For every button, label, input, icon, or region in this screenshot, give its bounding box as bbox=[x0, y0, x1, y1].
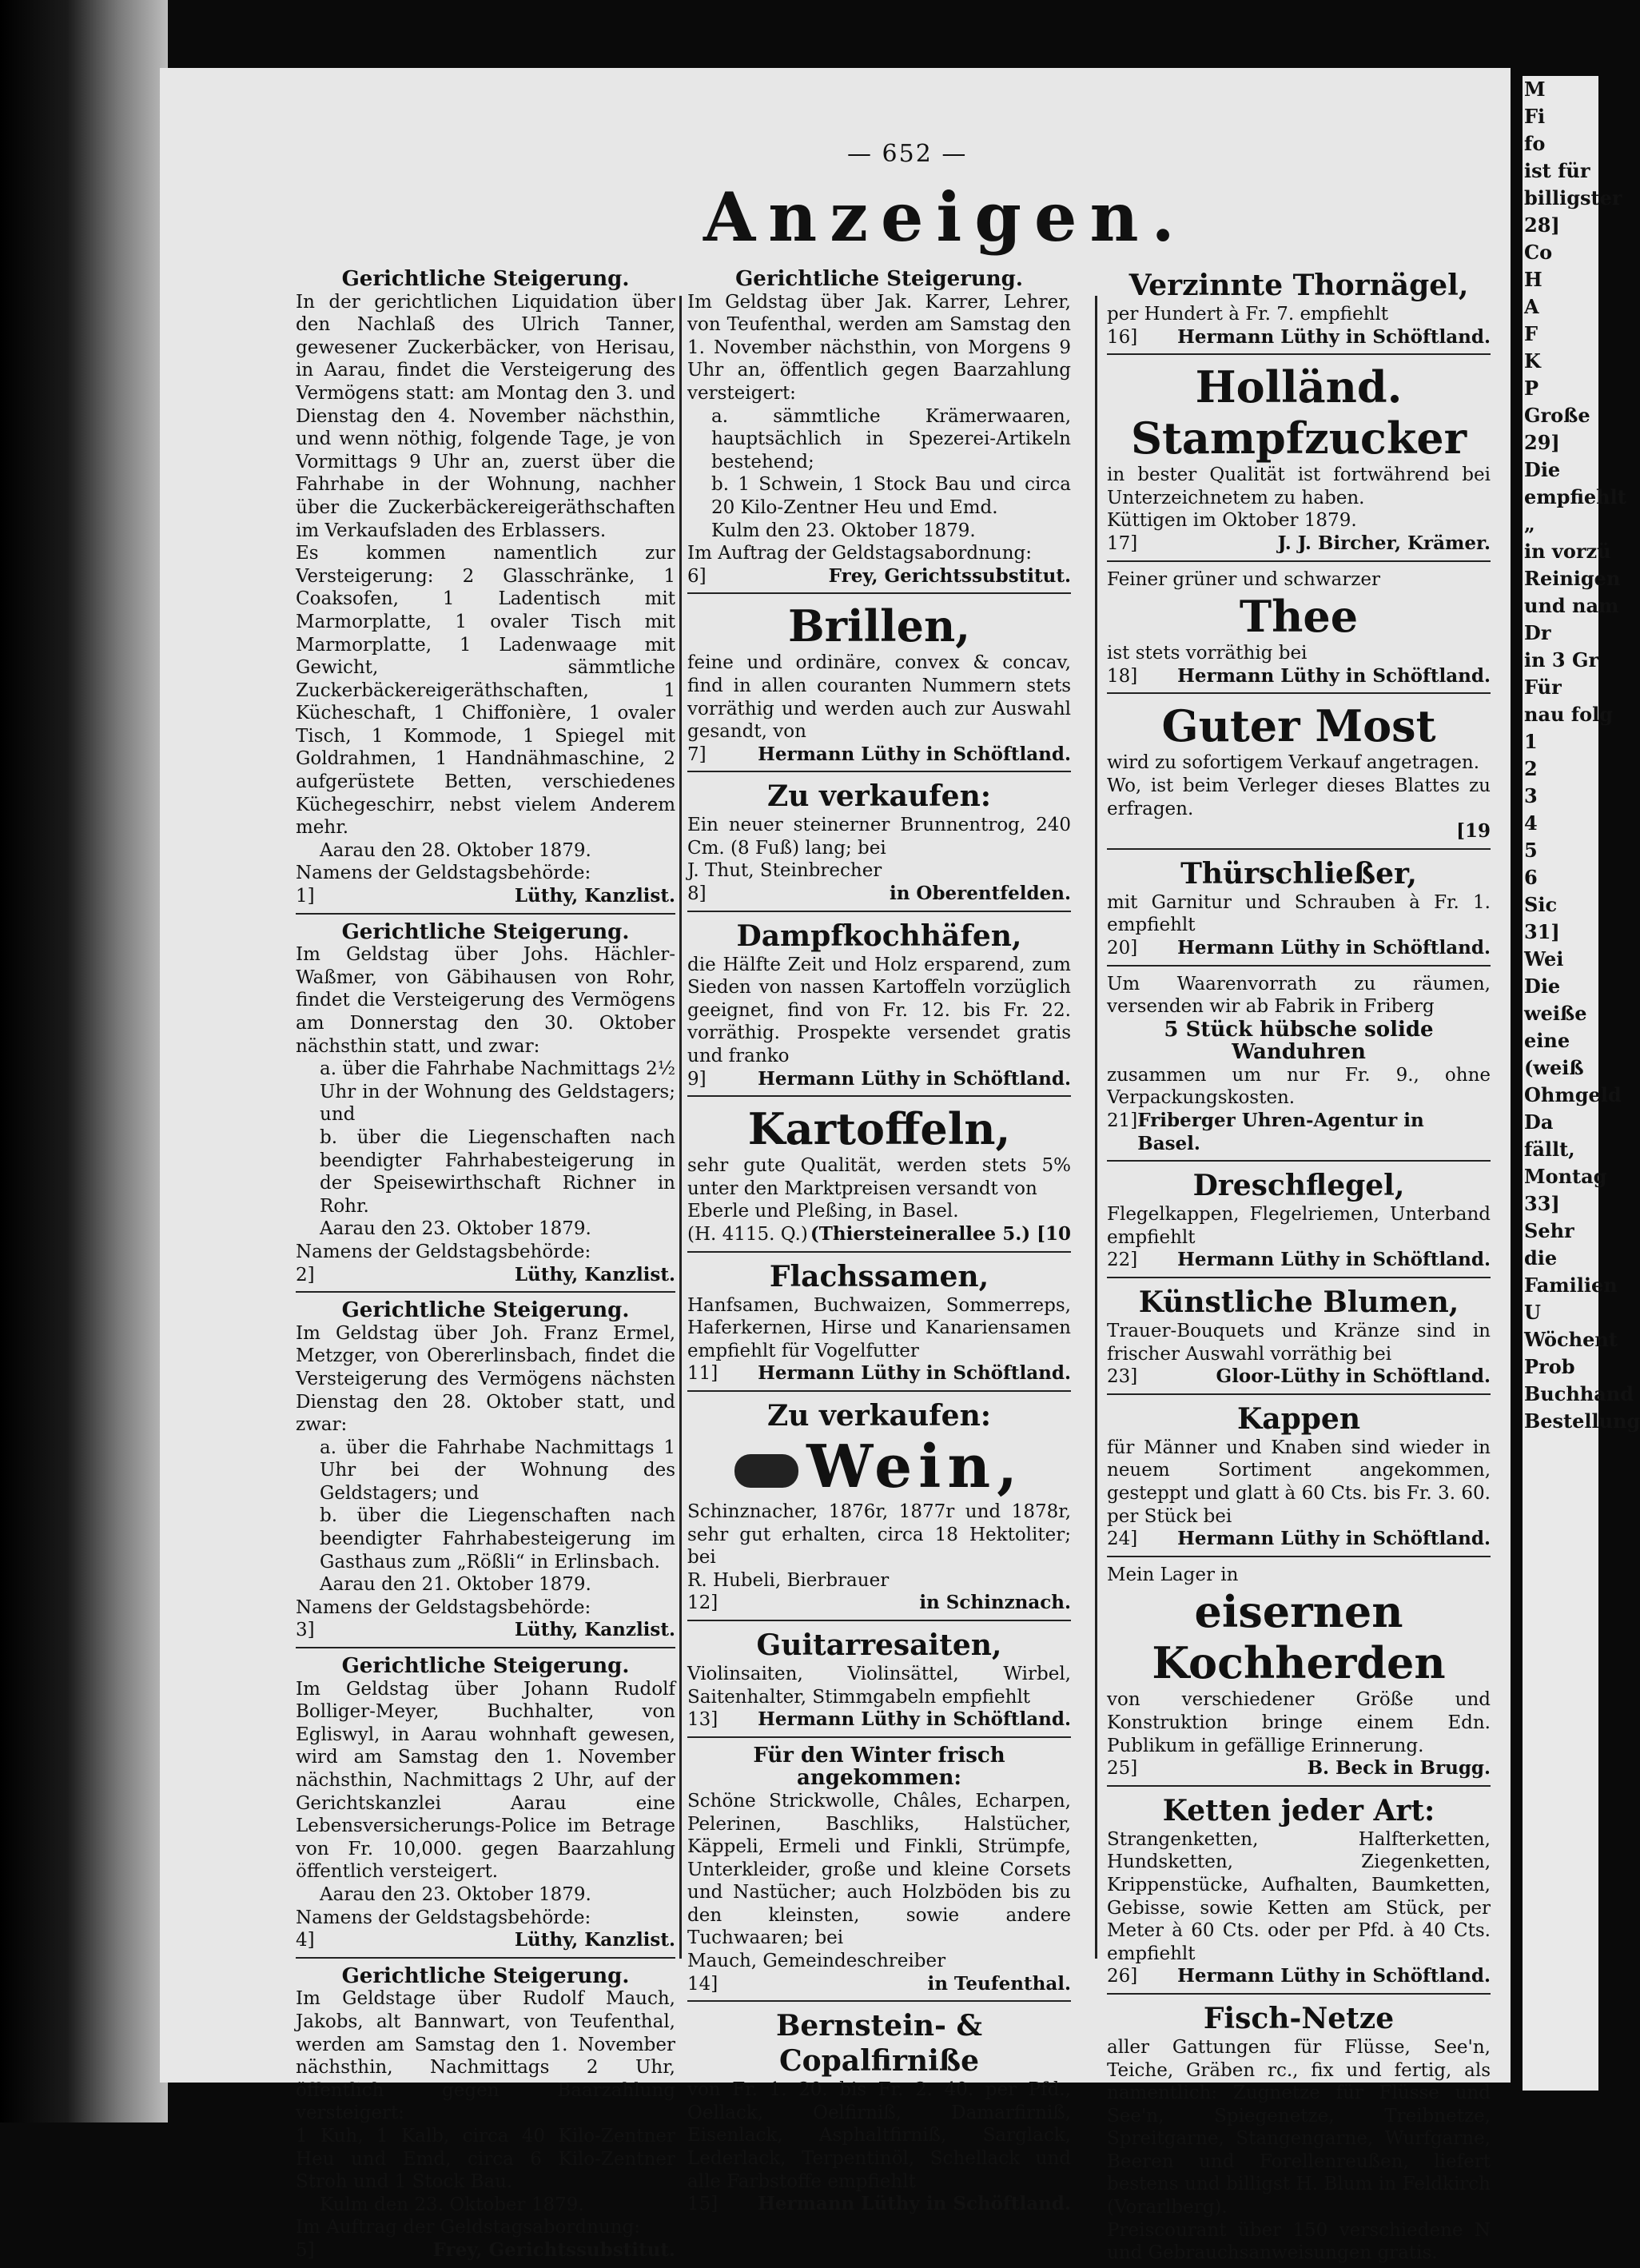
adjacent-page-fragment: Co bbox=[1524, 241, 1553, 264]
adjacent-page-fragment: Buchhand bbox=[1524, 1382, 1634, 1405]
ad-divider bbox=[687, 1095, 1071, 1097]
ad-number: 26] bbox=[1107, 1966, 1138, 1987]
ad-footer bbox=[1107, 1110, 1491, 1155]
ad-number: 2] bbox=[296, 1264, 315, 1285]
adjacent-page-fragment: K bbox=[1524, 349, 1541, 373]
ad-text: Wo, ist beim Verleger dieses Blattes zu erfragen. bbox=[1107, 775, 1491, 819]
adjacent-page-fragment: und nam bbox=[1524, 594, 1619, 617]
ad-text: mit Garnitur und Schrauben à Fr. 1. empfiehlt bbox=[1107, 891, 1491, 936]
page-title: Anzeigen. bbox=[703, 177, 1188, 257]
ad-signature: Hermann Lüthy in Schöftland. bbox=[758, 1708, 1071, 1731]
ad-signature-line: Eberle und Pleßing, in Basel. bbox=[687, 1201, 959, 1222]
ad-number: 6] bbox=[687, 565, 707, 587]
ad-signature: Hermann Lüthy in Schöftland. bbox=[758, 2193, 1071, 2215]
ad-signature: Hermann Lüthy in Schöftland. bbox=[1177, 1528, 1491, 1550]
ad-signature-line: Im Auftrag der Geldstagsabordnung: bbox=[296, 2217, 641, 2238]
advertisement bbox=[687, 919, 1071, 1091]
ad-text: Ein neuer steinerner Brunnentrog, 240 Cm. (8 Fuß) lang; bei bbox=[687, 815, 1071, 859]
adjacent-page-fragment: Sic bbox=[1524, 893, 1558, 916]
ad-signature: J. J. Bircher, Krämer. bbox=[1277, 532, 1491, 554]
page-number: — 652 — bbox=[847, 140, 968, 168]
adjacent-page-fragment: 29] bbox=[1524, 431, 1560, 454]
adjacent-page-fragment: empfiehlt bbox=[1524, 485, 1626, 508]
adjacent-page-fragment: eine bbox=[1524, 1029, 1570, 1052]
advertisement bbox=[1107, 1564, 1491, 1780]
adjacent-page-fragment: (weiß bbox=[1524, 1056, 1584, 1079]
barrel-icon bbox=[734, 1454, 798, 1488]
ad-heading: Holländ. Stampfzucker bbox=[1130, 361, 1467, 464]
ad-text: die Hälfte Zeit und Holz ersparend, zum Sieden von nassen Kartoffeln vorzüglich geeignet, find von Fr. 12. bis Fr. 22. vorräthig. Prospekte versendet gratis und franko bbox=[687, 954, 1071, 1067]
ad-number: 16] bbox=[1107, 326, 1138, 348]
adjacent-page-fragment: Die bbox=[1524, 458, 1561, 481]
adjacent-page-fragment: Fi bbox=[1524, 105, 1546, 128]
ad-number: 22] bbox=[1107, 1250, 1138, 1271]
ad-text: wird zu sofortigem Verkauf angetragen. bbox=[1107, 752, 1480, 774]
advertisement bbox=[1107, 568, 1491, 688]
adjacent-page-fragment: 31] bbox=[1524, 920, 1560, 943]
ad-divider bbox=[687, 592, 1071, 594]
adjacent-page-fragment: 5 bbox=[1524, 839, 1538, 862]
adjacent-page-fragment: 4 bbox=[1524, 811, 1538, 835]
column-separator bbox=[1095, 296, 1097, 1959]
adjacent-page-fragment: H bbox=[1524, 268, 1542, 291]
ad-text: per Hundert à Fr. 7. empfiehlt bbox=[1107, 304, 1389, 325]
ad-number: 15] bbox=[687, 2194, 718, 2215]
ad-text: von Fr. 1. 20. bis Fr. 2. 40. per Pfd., Oellack, Oelfirniß, Damarfirniß, Eisenlack, Asphaltfirniß, Sarglack, Lederlack, Terpentinöl, Schellack und alle Farbstoffe empfiehlt bbox=[687, 2079, 1071, 2192]
adjacent-page-fragment: 28] bbox=[1524, 213, 1560, 237]
ad-heading: eisernen Kochherden bbox=[1152, 1586, 1446, 1689]
ad-divider bbox=[1107, 965, 1491, 967]
ad-text: Hanfsamen, Buchwaizen, Sommerreps, Haferkernen, Hirse und Kanariensamen empfiehlt für Vogelfutter bbox=[687, 1294, 1071, 1361]
adjacent-page-fragment: Dr bbox=[1524, 621, 1551, 644]
ad-heading: Dreschflegel, bbox=[1192, 1169, 1405, 1203]
adjacent-page-fragment: F bbox=[1524, 322, 1538, 345]
ad-date: Aarau den 23. Oktober 1879. bbox=[320, 1883, 591, 1905]
ad-heading: Gerichtliche Steigerung. bbox=[341, 919, 630, 944]
ad-signature: Hermann Lüthy in Schöftland. bbox=[758, 1067, 1071, 1090]
advertisement bbox=[1107, 1285, 1491, 1389]
ad-preheading: Mein Lager in bbox=[1107, 1564, 1239, 1585]
ad-signature: in Schinznach. bbox=[919, 1592, 1071, 1614]
adjacent-page-fragment: Montag bbox=[1524, 1165, 1607, 1188]
ad-number: 3] bbox=[296, 1620, 315, 1641]
ad-signature: Lüthy, Kanzlist. bbox=[514, 1929, 675, 1951]
ad-date: Kulm den 23. Oktober 1879. bbox=[711, 520, 976, 541]
ad-text: 1 Kuh, 1 Kalb, circa 40 Kilo-Zentner Heu und Emd, circa 6 Kilo-Zentner Stroh und 1 Stock Bau. bbox=[296, 2125, 675, 2193]
adjacent-page-fragment: in 3 Gr bbox=[1524, 648, 1599, 672]
ad-number: 12] bbox=[687, 1592, 718, 1614]
adjacent-page-fragment: Bestellung bbox=[1524, 1409, 1640, 1433]
advertisement bbox=[296, 1655, 675, 1952]
ad-number: 11] bbox=[687, 1363, 718, 1385]
adjacent-page-fragment: 33] bbox=[1524, 1192, 1560, 1215]
ad-heading: Brillen, bbox=[787, 600, 971, 652]
adjacent-page-fragment: nau folg bbox=[1524, 703, 1614, 726]
ad-footer bbox=[296, 885, 675, 908]
column-separator bbox=[679, 296, 682, 1959]
ad-big-heading-text: Wein, bbox=[806, 1432, 1024, 1501]
ad-signature: [19 bbox=[1456, 820, 1491, 843]
advertisement bbox=[1107, 700, 1491, 843]
ad-footer bbox=[687, 1708, 1071, 1732]
ad-divider bbox=[687, 771, 1071, 772]
ad-signature: Hermann Lüthy in Schöftland. bbox=[1177, 1965, 1491, 1987]
ad-heading: Fisch-Netze bbox=[1203, 2001, 1395, 2035]
adjacent-page-fragment: 3 bbox=[1524, 784, 1538, 807]
ad-text: a. über die Fahrhabe Nachmittags 2½ Uhr in der Wohnung des Geldstagers; und bbox=[320, 1058, 675, 1126]
adjacent-page-fragment: Für bbox=[1524, 676, 1562, 699]
adjacent-page-fragment: Die bbox=[1524, 975, 1561, 998]
ad-heading: Kartoffeln, bbox=[747, 1103, 1011, 1155]
ad-number: 24] bbox=[1107, 1529, 1138, 1550]
ad-divider bbox=[687, 1390, 1071, 1392]
advertisement bbox=[1107, 2001, 1491, 2265]
ad-divider bbox=[687, 1620, 1071, 1621]
ad-footer bbox=[296, 2239, 675, 2262]
ad-signature: Lüthy, Kanzlist. bbox=[514, 1263, 675, 1285]
ad-heading: Thürschließer, bbox=[1180, 856, 1417, 891]
ad-text: von verschiedener Größe und Konstruktion bringe einem Edn. Publikum in gefällige Erinnerung. bbox=[1107, 1689, 1491, 1756]
ad-number: 18] bbox=[1107, 665, 1138, 687]
ad-signature-line: Namens der Geldstagsbehörde: bbox=[296, 863, 591, 884]
ad-footer bbox=[1107, 1528, 1491, 1551]
ad-divider bbox=[687, 911, 1071, 912]
adjacent-page-fragment: Familien bbox=[1524, 1274, 1618, 1297]
advertisement bbox=[296, 921, 675, 1287]
ad-heading: Guitarresaiten, bbox=[756, 1628, 1002, 1662]
ad-text: b. über die Liegenschaften nach beendigter Fahrhabesteigerung in der Speisewirthschaft Richner in Rohr. bbox=[320, 1126, 675, 1217]
ad-preheading: Um Waarenvorrath zu räumen, versenden wir ab Fabrik in Friberg bbox=[1107, 973, 1491, 1018]
ad-signature: (Thiersteinerallee 5.) [10 bbox=[810, 1223, 1071, 1245]
ad-text: Im Geldstag über Joh. Franz Ermel, Metzger, von Obererlinsbach, findet die Versteigerung des Vermögens nächsten Dienstag den 28. Oktober statt, und zwar: bbox=[296, 1322, 675, 1436]
advertisement bbox=[687, 1744, 1071, 1996]
ad-signature: Lüthy, Kanzlist. bbox=[514, 885, 675, 907]
ad-signature: B. Beck in Brugg. bbox=[1307, 1757, 1491, 1780]
ad-signature: Lüthy, Kanzlist. bbox=[514, 1619, 675, 1641]
ad-heading: Zu verkaufen: bbox=[766, 779, 992, 814]
ad-preheading: Feiner grüner und schwarzer bbox=[1107, 568, 1380, 590]
ad-divider bbox=[296, 1291, 675, 1293]
ad-heading: Gerichtliche Steigerung. bbox=[341, 1298, 630, 1323]
ad-text: in bester Qualität ist fortwährend bei Unterzeichnetem zu haben. bbox=[1107, 464, 1491, 508]
ad-signature-line: Im Auftrag der Geldstagsabordnung: bbox=[687, 543, 1033, 564]
ad-heading: Gerichtliche Steigerung. bbox=[341, 1654, 630, 1679]
advertisement bbox=[1107, 361, 1491, 555]
adjacent-page-fragment: fo bbox=[1524, 132, 1546, 155]
ad-signature: Hermann Lüthy in Schöftland. bbox=[1177, 664, 1491, 687]
ad-divider bbox=[1107, 1393, 1491, 1395]
ad-divider bbox=[1107, 1160, 1491, 1162]
adjacent-page-fragment: Wöchent bbox=[1524, 1328, 1618, 1351]
ad-number: 25] bbox=[1107, 1758, 1138, 1780]
adjacent-page-fragment: „ bbox=[1524, 512, 1535, 536]
ad-number: 14] bbox=[687, 1973, 718, 1995]
ad-signature-line: Namens der Geldstagsbehörde: bbox=[296, 1241, 591, 1262]
advertisement bbox=[1107, 856, 1491, 960]
ad-signature: in Oberentfelden. bbox=[889, 883, 1071, 905]
column-2 bbox=[687, 268, 1071, 2219]
ad-divider bbox=[1107, 1556, 1491, 1557]
ad-signature: Gloor-Lüthy in Schöftland. bbox=[1216, 1365, 1491, 1388]
ad-footer bbox=[687, 2193, 1071, 2216]
ad-footer bbox=[1107, 937, 1491, 960]
ad-divider bbox=[1107, 353, 1491, 355]
ad-footer bbox=[687, 1068, 1071, 1091]
ad-text: für Männer und Knaben sind wieder in neuem Sortiment angekommen, gesteppt und glatt à 60 Cts. bis Fr. 3. 60. per Stück bei bbox=[1107, 1437, 1491, 1527]
ad-number: 7] bbox=[687, 743, 707, 765]
adjacent-page-fragment: billigster bbox=[1524, 186, 1622, 209]
adjacent-page-fragment: 1 bbox=[1524, 730, 1538, 753]
ad-divider bbox=[1107, 1993, 1491, 1995]
advertisement bbox=[1107, 268, 1491, 349]
ad-text: sehr gute Qualität, werden stets 5% unter den Marktpreisen versandt von bbox=[687, 1155, 1071, 1199]
ad-footer bbox=[1107, 820, 1491, 843]
ad-divider bbox=[296, 913, 675, 915]
ad-text: Es kommen namentlich zur Versteigerung: 2 Glasschränke, 1 Coaksofen, 1 Ladentisch mit Marmorplatte, 1 ovaler Tisch mit Marmorplatte, 1 Ladenwaage mit Gewicht, sämmtliche Zuckerbäckereigeräthschaften, 1 Kücheschaft, 1 Chiffonière, 1 ovaler Tisch, 1 Kommode, 1 Spiegel mit Goldrahmen, 1 Handnähmaschine, 2 aufgerüstete Betten, verschiedenes Küchegeschirr, nebst vielem Anderem mehr. bbox=[296, 543, 675, 839]
ad-text: aller Gattungen für Flüsse, See'n, Teiche, Gräben rc., fix und fertig, als namentlich: Zugnetze für Flüsse und See'n, Spiegenetze, Treibnetze, Spreitgarne, Stangengarne, Wurfgarne, Beeren und Forellenreußen, liefert bestens und billigst H. Blum in Feldkirch (Vorarlberg). bbox=[1107, 2036, 1491, 2218]
ad-date: Aarau den 28. Oktober 1879. bbox=[320, 839, 591, 861]
advertisement bbox=[687, 268, 1071, 588]
ad-signature: Hermann Lüthy in Schöftland. bbox=[1177, 325, 1491, 348]
ad-number: 23] bbox=[1107, 1366, 1138, 1388]
advertisement bbox=[687, 600, 1071, 766]
ad-signature-line: Mauch, Gemeindeschreiber bbox=[687, 1951, 946, 1972]
ad-signature: Hermann Lüthy in Schöftland. bbox=[758, 1362, 1071, 1385]
adjacent-page-fragment: die bbox=[1524, 1246, 1558, 1270]
ad-signature: Hermann Lüthy in Schöftland. bbox=[1177, 1249, 1491, 1271]
ad-footer bbox=[687, 1592, 1071, 1615]
ad-number: 21] bbox=[1107, 1110, 1138, 1132]
ad-footer bbox=[1107, 665, 1491, 688]
ad-heading: Verzinnte Thornägel, bbox=[1128, 269, 1469, 302]
ad-signature-line: Namens der Geldstagsbehörde: bbox=[296, 1596, 591, 1618]
adjacent-page-fragment: 2 bbox=[1524, 757, 1538, 780]
adjacent-page-fragment: 6 bbox=[1524, 866, 1538, 889]
adjacent-page-fragment: Da bbox=[1524, 1110, 1554, 1134]
advertisement bbox=[1107, 1168, 1491, 1272]
ad-date: Aarau den 23. Oktober 1879. bbox=[320, 1218, 591, 1240]
ad-text: feine und ordinäre, convex & concav, find in allen couranten Nummern stets vorräthig und werden auch zur Auswahl gesandt, von bbox=[687, 652, 1071, 743]
ad-number: 8] bbox=[687, 883, 707, 905]
ad-heading: Gerichtliche Steigerung. bbox=[341, 1963, 630, 1988]
ad-number: (H. 4115. Q.) bbox=[687, 1224, 808, 1245]
ad-heading: Bernstein- & Copalfirniße bbox=[775, 2009, 983, 2079]
ad-signature: Frey, Gerichtssubstitut. bbox=[432, 2238, 675, 2261]
ad-text: Trauer-Bouquets und Kränze sind in frischer Auswahl vorräthig bei bbox=[1107, 1321, 1491, 1365]
ad-signature: Frey, Gerichtssubstitut. bbox=[828, 564, 1071, 587]
ad-text: Preiscourant über 150 verschiedene N und Gebrauchsanweisungen gratis. bbox=[1107, 2219, 1491, 2264]
adjacent-page-fragment: Prob bbox=[1524, 1355, 1575, 1378]
ad-number: 1] bbox=[296, 886, 315, 907]
adjacent-page-fragment: M bbox=[1524, 78, 1546, 101]
ad-heading: Für den Winter frisch angekommen: bbox=[753, 1743, 1005, 1791]
ad-signature: Hermann Lüthy in Schöftland. bbox=[758, 743, 1071, 765]
ad-text: Schinznacher, 1876r, 1877r und 1878r, sehr gut erhalten, circa 18 Hektoliter; bei bbox=[687, 1501, 1071, 1568]
adjacent-page-fragment: U bbox=[1524, 1301, 1541, 1324]
adjacent-page-fragment: Ohmgeld bbox=[1524, 1083, 1622, 1106]
ad-heading: Guter Most bbox=[1161, 700, 1436, 752]
ad-text: Im Geldstag über Jak. Karrer, Lehrer, von Teufenthal, werden am Samstag den 1. November nächsthin, von Morgens 9 Uhr an, öffentlich gegen Baarzahlung versteigert: bbox=[687, 291, 1071, 404]
advertisement bbox=[296, 268, 675, 908]
ad-number: 20] bbox=[1107, 937, 1138, 959]
adjacent-page-fragment: P bbox=[1524, 377, 1539, 400]
ad-footer bbox=[1107, 1965, 1491, 1988]
adjacent-page-fragment: in vorzü bbox=[1524, 540, 1611, 563]
column-1 bbox=[296, 268, 675, 2265]
ad-text: a. sämmtliche Krämerwaaren, hauptsächlich in Spezerei-Artikeln bestehend; bbox=[711, 405, 1071, 472]
ad-footer bbox=[687, 565, 1071, 588]
ad-heading: Gerichtliche Steigerung. bbox=[341, 267, 630, 291]
advertisement bbox=[687, 1259, 1071, 1385]
advertisement bbox=[687, 1103, 1071, 1246]
column-3 bbox=[1107, 268, 1491, 2268]
ad-footer bbox=[687, 1362, 1071, 1385]
ad-heading: 5 Stück hübsche solide Wanduhren bbox=[1164, 1017, 1434, 1065]
adjacent-page-fragment: Sehr bbox=[1524, 1219, 1574, 1242]
ad-divider bbox=[296, 1957, 675, 1959]
ad-footer bbox=[296, 1619, 675, 1642]
ad-footer bbox=[1107, 1365, 1491, 1389]
ad-divider bbox=[1107, 1277, 1491, 1278]
ad-divider bbox=[687, 2000, 1071, 2002]
ad-text: Flegelkappen, Flegelriemen, Unterband empfiehlt bbox=[1107, 1204, 1491, 1248]
ad-footer bbox=[1107, 532, 1491, 556]
ad-heading: Gerichtliche Steigerung. bbox=[735, 267, 1023, 291]
advertisement bbox=[296, 1965, 675, 2262]
ad-text: a. über die Fahrhabe Nachmittags 1 Uhr bei der Wohnung des Geldstagers; und bbox=[320, 1437, 675, 1504]
ad-signature-line: R. Hubeli, Bierbrauer bbox=[687, 1569, 890, 1591]
ad-divider bbox=[1107, 692, 1491, 694]
ad-divider bbox=[1107, 560, 1491, 562]
ad-text: Violinsaiten, Violinsättel, Wirbel, Saitenhalter, Stimmgabeln empfiehlt bbox=[687, 1663, 1071, 1708]
ad-text: b. 1 Schwein, 1 Stock Bau und circa 20 Kilo-Zentner Heu und Emd. bbox=[711, 474, 1071, 518]
ad-text: b. über die Liegenschaften nach beendigter Fahrhabesteigerung im Gasthaus zum „Rößli“ in Erlinsbach. bbox=[320, 1505, 675, 1572]
ad-text: ist stets vorräthig bei bbox=[1107, 643, 1308, 664]
ad-footer bbox=[687, 1223, 1071, 1246]
ad-heading: Flachssamen, bbox=[769, 1259, 989, 1293]
ad-date: Aarau den 21. Oktober 1879. bbox=[320, 1574, 591, 1596]
ad-signature-line: J. Thut, Steinbrecher bbox=[687, 860, 882, 882]
ad-text: Im Geldstag über Johann Rudolf Bolliger-Meyer, Buchhalter, von Egliswyl, in Aarau wohnhaft gewesen, wird am Samstag den 1. November nächsthin, Nachmittags 2 Uhr, auf der Gerichtskanzlei Aarau eine Lebensversicherungs-Police im Betrage von Fr. 10,000. gegen Baarzahlung öffentlich versteigert. bbox=[296, 1678, 675, 1883]
ad-text: zusammen um nur Fr. 9., ohne Verpackungskosten. bbox=[1107, 1064, 1491, 1109]
ad-heading: Thee bbox=[1239, 591, 1359, 643]
ad-number: 9] bbox=[687, 1068, 707, 1090]
ad-text: Im Geldstage über Rudolf Mauch, Jakobs, alt Bannwart, von Teufenthal, werden am Samstag den 1. November nächsthin, Nachmittags 2 Uhr, öffentlich gegen Baarzahlung versteigert: bbox=[296, 1988, 675, 2124]
ad-text: Im Geldstag über Johs. Hächler-Waßmer, von Gäbihausen von Rohr, findet die Versteigerung des Vermögens am Donnerstag den 30. Oktober nächsthin statt, und zwar: bbox=[296, 944, 675, 1057]
ad-footer bbox=[687, 1973, 1071, 1996]
ad-footer bbox=[687, 883, 1071, 906]
ad-big-heading bbox=[687, 1433, 1071, 1501]
ad-text: Schöne Strickwolle, Châles, Echarpen, Pelerinen, Baschliks, Halstücher, Käppeli, Ermeli und Finkli, Strümpfe, Unterkleider, große und kleine Corsets und Nastücher; auch Holzböden bis zu den kleinsten, sowie andere Tuchwaaren; bei bbox=[687, 1790, 1071, 1949]
ad-signature-line: Namens der Geldstagsbehörde: bbox=[296, 1907, 591, 1928]
adjacent-page-fragment: Reinigen bbox=[1524, 567, 1621, 590]
advertisement bbox=[1107, 1401, 1491, 1551]
ad-heading: Ketten jeder Art: bbox=[1162, 1793, 1435, 1828]
ad-signature: Friberger Uhren-Agentur in Basel. bbox=[1137, 1110, 1424, 1154]
ad-divider bbox=[296, 1647, 675, 1648]
ad-footer bbox=[296, 1929, 675, 1952]
ad-footer bbox=[1107, 326, 1491, 349]
adjacent-page bbox=[1523, 76, 1640, 2091]
ad-heading: Kappen bbox=[1236, 1401, 1361, 1436]
ad-footer bbox=[1107, 1757, 1491, 1780]
ad-signature: Hermann Lüthy in Schöftland. bbox=[1177, 936, 1491, 959]
ad-heading: Dampfkochhäfen, bbox=[736, 919, 1022, 953]
ad-divider bbox=[1107, 848, 1491, 850]
ad-number: 17] bbox=[1107, 532, 1138, 554]
advertisement bbox=[296, 1299, 675, 1642]
ad-number: 4] bbox=[296, 1930, 315, 1951]
adjacent-page-fragment: ist für bbox=[1524, 159, 1590, 182]
ad-divider bbox=[1107, 1785, 1491, 1787]
ad-footer bbox=[1107, 1249, 1491, 1272]
ad-divider bbox=[687, 1251, 1071, 1253]
adjacent-page-fragment: A bbox=[1524, 295, 1539, 318]
adjacent-page-fragment: fällt, bbox=[1524, 1138, 1575, 1161]
adjacent-page-fragment: Wei bbox=[1524, 947, 1564, 971]
advertisement bbox=[687, 2008, 1071, 2216]
ad-number: 5] bbox=[296, 2239, 315, 2261]
advertisement bbox=[1107, 973, 1491, 1156]
ad-heading: Künstliche Blumen, bbox=[1138, 1285, 1459, 1320]
adjacent-page-fragment: Große bbox=[1524, 404, 1590, 427]
ad-footer bbox=[296, 1264, 675, 1287]
ad-footer bbox=[687, 743, 1071, 767]
advertisement bbox=[1107, 1793, 1491, 1988]
ad-text: Strangenketten, Halfterketten, Hundsketten, Ziegenketten, Krippenstücke, Aufhalten, Baumketten, Gebisse, sowie Ketten am Stück, per Meter à 60 Cts. oder per Pfd. à 40 Cts. empfiehlt bbox=[1107, 1828, 1491, 1964]
ad-heading: Zu verkaufen: bbox=[766, 1398, 992, 1433]
adjacent-page-fragment: weiße bbox=[1524, 1002, 1587, 1025]
ad-text: In der gerichtlichen Liquidation über den Nachlaß des Ulrich Tanner, gewesener Zuckerbäcker, von Herisau, in Aarau, findet die Versteigerung des Vermögens statt: am Montag den 3. und Dienstag den 4. November nächsthin, und wenn nöthig, folgende Tage, je von Vormittags 9 Uhr an, zuerst über die Fahrhabe in der Wohnung, nachher über die Zuckerbäckereigeräthschaften im Verkaufsladen des Erblassers. bbox=[296, 291, 675, 541]
advertisement bbox=[687, 1628, 1071, 1732]
ad-text: Küttigen im Oktober 1879. bbox=[1107, 510, 1357, 532]
ad-number: 13] bbox=[687, 1709, 718, 1731]
advertisement bbox=[687, 779, 1071, 905]
ad-signature: in Teufenthal. bbox=[927, 1972, 1071, 1995]
book-edge bbox=[0, 0, 168, 2123]
ad-divider bbox=[687, 1736, 1071, 1738]
advertisement bbox=[687, 1398, 1071, 1615]
ad-date: Kulm den 23. Oktober 1879. bbox=[320, 2194, 584, 2215]
